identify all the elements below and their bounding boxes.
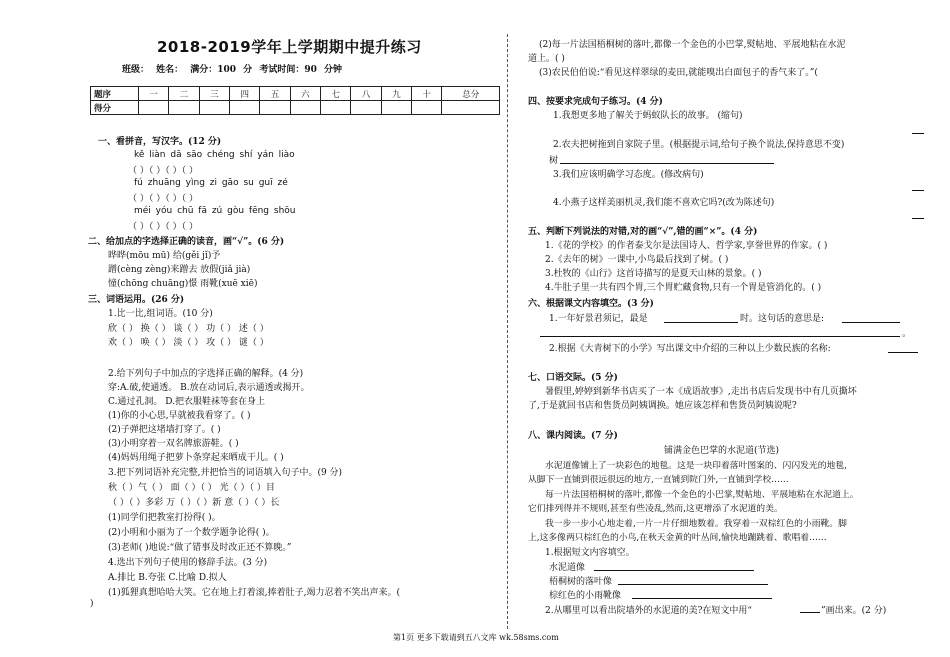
word-compare-row[interactable]: 欢（ ） 唤（ ） 淡（ ） 攻（ ） 谜（ ） xyxy=(108,338,269,348)
score-cell: 十 xyxy=(412,87,442,101)
page-footer: 第1页 更多下载请到五八文库 wk.58sms.com xyxy=(393,633,559,642)
score-cell: 三 xyxy=(199,87,229,101)
true-false-item[interactable]: 1.《花的学校》的作者泰戈尔是法国诗人、哲学家,享誉世界的作家。( ) xyxy=(545,241,828,251)
fill-blank-text: 1.一年好景君须记，最是 xyxy=(549,314,648,324)
pinyin-row: fú zhuāng yìng zi gāo su guī zé xyxy=(134,178,288,188)
question-text: ”画出来。(2 分) xyxy=(821,606,887,616)
sentence-question[interactable]: (2)子弹把这堵墙打穿了。( ) xyxy=(108,425,221,435)
fill-blank-text: 棕红色的小雨靴像 xyxy=(549,591,622,601)
section-7-heading: 七、口语交际。(5 分) xyxy=(528,373,618,383)
answer-line[interactable] xyxy=(594,570,754,571)
page-title: 2018-2019学年上学期期中提升练习 xyxy=(157,38,422,56)
score-cell-label: 题序 xyxy=(91,87,139,101)
reading-choice[interactable]: 晔晔(mōu mū) 给(gěi jǐ)予 xyxy=(108,251,221,261)
section-1-heading: 一、看拼音，写汉字。(12 分) xyxy=(98,137,222,147)
definition-text: 穿:A.破,使通透。 B.放在动词后,表示通透或揭开。 xyxy=(108,383,310,393)
true-false-item[interactable]: 3.杜牧的《山行》这首诗描写的是夏天山林的景象。( ) xyxy=(545,269,762,279)
question-text: 2.给下列句子中加点的字选择正确的解释。(4 分) xyxy=(108,369,304,379)
score-cell: 七 xyxy=(321,87,351,101)
answer-line[interactable] xyxy=(560,163,774,164)
answer-brackets[interactable]: （ ）（ ）（ ）（ ） xyxy=(128,166,198,176)
answer-line[interactable] xyxy=(842,322,900,323)
fill-blank-text: 梧桐树的落叶像 xyxy=(549,577,613,587)
option-list: A.排比 B.夸张 C.比喻 D.拟人 xyxy=(108,573,227,583)
idiom-row[interactable]: 秋（ ）气（ ） 面（ ）（ ） 光（ ）（ ）目 xyxy=(108,483,275,493)
prompt-text: 了,于是就回书店和售货员阿姨调换。她应该怎样和售货员阿姨说呢? xyxy=(528,401,797,411)
definition-text: C.通过孔洞。 D.把衣服鞋袜等套在身上 xyxy=(108,397,266,407)
answer-line[interactable] xyxy=(912,133,924,134)
score-input-cell[interactable] xyxy=(169,101,199,115)
exam-meta: 班级： 姓名： 满分：100 分 考试时间：90 分钟 xyxy=(122,65,342,75)
section-2-heading: 二、给加点的字选择正确的读音，画“√”。(6 分) xyxy=(88,237,285,247)
score-table-header-row xyxy=(91,87,500,101)
score-cell-label: 得分 xyxy=(91,101,139,115)
score-table xyxy=(90,86,500,115)
fill-blank-text: 2.根据《大青树下的小学》写出课文中介绍的三种以上少数民族的名称: xyxy=(549,344,831,354)
pinyin-row: méi yóu chū fā zú gòu fēng shōu xyxy=(134,206,296,216)
sentence-question[interactable]: (3)小明穿着一双名牌旅游鞋。( ) xyxy=(108,439,239,449)
passage-line: 水泥道像铺上了一块彩色的地毯。这是一块印着落叶图案的、闪闪发光的地毯, xyxy=(545,461,847,471)
score-cell: 六 xyxy=(290,87,320,101)
answer-line[interactable] xyxy=(664,322,738,323)
sentence-question[interactable]: (1)同学们把教室打扮得( )。 xyxy=(108,513,221,523)
answer-line[interactable] xyxy=(912,190,924,191)
answer-line[interactable] xyxy=(632,598,772,599)
true-false-item[interactable]: 4.牛肚子里一共有四个胃,三个胃贮藏食物,只有一个胃是管消化的。( ) xyxy=(545,283,822,293)
answer-brackets[interactable]: （ ）（ ）（ ）（ ） xyxy=(128,222,198,232)
prompt-text: 暑假里,婷婷到新华书店买了一本《成语故事》,走出书店后发现书中有几页撕坏 xyxy=(545,387,857,397)
score-input-cell[interactable] xyxy=(290,101,320,115)
question-text: 2.从哪里可以看出院墙外的水泥道的美?在短文中用“ xyxy=(545,606,753,616)
reading-choice[interactable]: 蹭(cèng zèng)来蹭去 放假(jiǎ jià) xyxy=(108,265,251,275)
fill-blank-text: 水泥道像 xyxy=(549,563,586,573)
score-cell: 总分 xyxy=(442,87,500,101)
score-cell: 二 xyxy=(169,87,199,101)
score-cell: 四 xyxy=(230,87,260,101)
score-input-cell[interactable] xyxy=(381,101,411,115)
section-6-heading: 六、根据课文内容填空。(3 分) xyxy=(528,299,654,309)
answer-line[interactable] xyxy=(618,584,768,585)
score-input-cell[interactable] xyxy=(351,101,381,115)
sentence-question[interactable]: (2)小明和小丽为了一个数学题争论得( )。 xyxy=(108,528,275,538)
answer-line[interactable] xyxy=(800,612,820,613)
section-4-heading: 四、按要求完成句子练习。(4 分) xyxy=(528,97,663,107)
sentence-question[interactable]: (4)妈妈用绳子把萝卜条穿起来晒成干儿。( ) xyxy=(108,453,284,463)
sentence-question[interactable]: (3)老师( )地说:“做了错事及时改正还不算晚。” xyxy=(108,543,292,553)
question-text: 1.根据短文内容填空。 xyxy=(545,548,635,558)
pinyin-row: kě liàn dā sāo chéng shí yán liào xyxy=(134,150,295,160)
passage-line: 从脚下一直铺到很远很远的地方,一直铺到院门外,一直铺到学校…… xyxy=(528,475,789,485)
score-cell: 八 xyxy=(351,87,381,101)
answer-line[interactable] xyxy=(888,352,918,353)
sentence-question[interactable]: 道上。( ) xyxy=(528,54,565,64)
section-3-heading: 三、词语运用。(26 分) xyxy=(88,295,185,305)
rewrite-question: 2.农夫把树拖到自家院子里。(根据提示词,给句子换个说法,保持意思不变) xyxy=(553,140,845,150)
answer-line[interactable] xyxy=(540,336,900,337)
score-input-cell[interactable] xyxy=(442,101,500,115)
passage-line: 上,这多像两只棕红色的小鸟,在秋天金黄的叶丛间,愉快地蹦跳着、歌唱着…… xyxy=(528,533,827,543)
bracket-close: ) xyxy=(90,599,94,609)
rewrite-question: 1.我想更多地了解关于蚂蚁队长的故事。 (缩句) xyxy=(553,111,743,121)
passage-title: 铺满金色巴掌的水泥道(节选) xyxy=(664,446,780,456)
score-cell: 一 xyxy=(139,87,169,101)
question-text: 3.把下列词语补充完整,并把恰当的词语填入句子中。(9 分) xyxy=(108,468,343,478)
passage-line: 每一片法国梧桐树的落叶,都像一个金色的小巴掌,熨帖地、平展地粘在水泥道上。 xyxy=(545,490,859,500)
score-cell: 五 xyxy=(260,87,290,101)
sentence-question[interactable]: (1)你的小心思,早就被我看穿了。( ) xyxy=(108,411,251,421)
answer-line[interactable] xyxy=(912,218,924,219)
question-text: 1.比一比,组词语。(10 分) xyxy=(108,309,213,319)
reading-choice[interactable]: 憧(chōng chuāng)憬 雨靴(xuē xiē) xyxy=(108,279,258,289)
answer-brackets[interactable]: （ ）（ ）（ ）（ ） xyxy=(128,194,198,204)
score-input-cell[interactable] xyxy=(321,101,351,115)
answer-prefix: 树 xyxy=(549,156,559,166)
rewrite-question: 3.我们应该明确学习态度。(修改病句) xyxy=(553,170,704,180)
sentence-question[interactable]: (2)每一片法国梧桐树的落叶,都像一个金色的小巴掌,熨帖地、平展地粘在水泥 xyxy=(539,40,846,50)
score-cell: 九 xyxy=(381,87,411,101)
fill-blank-text: 。 xyxy=(902,329,912,339)
rewrite-question: 4.小燕子这样美丽机灵,我们能不喜欢它吗?(改为陈述句) xyxy=(553,198,775,208)
score-input-cell[interactable] xyxy=(199,101,229,115)
score-input-cell[interactable] xyxy=(230,101,260,115)
fill-blank-text: 时。这句话的意思是: xyxy=(740,314,825,324)
passage-line: 它们排列得并不规则,甚至有些凌乱,然而,这更增添了水泥道的美。 xyxy=(528,504,783,514)
score-input-cell[interactable] xyxy=(412,101,442,115)
idiom-row[interactable]: （ ）（ ）多彩 万（ ）（ ）新 意（ ）（ ）长 xyxy=(108,498,280,508)
sentence-question[interactable]: (1)狐狸真想哈哈大笑。它在地上打着滚,捧着肚子,竭力忍着不笑出声来。( xyxy=(108,588,400,598)
word-compare-row[interactable]: 欣（ ） 换（ ） 谈（ ） 功（ ） 述（ ） xyxy=(108,324,269,334)
score-input-cell[interactable] xyxy=(260,101,290,115)
section-5-heading: 五、判断下列说法的对错,对的画“√”,错的画“×”。(4 分) xyxy=(528,227,758,237)
section-8-heading: 八、课内阅读。(7 分) xyxy=(528,431,618,441)
true-false-item[interactable]: 2.《去年的树》一课中,小鸟最后找到了树。( ) xyxy=(545,255,729,265)
column-divider xyxy=(507,34,508,629)
score-table-score-row xyxy=(91,101,500,115)
score-input-cell[interactable] xyxy=(139,101,169,115)
passage-line: 我一步一步小心地走着,一片一片仔细地数着。我穿着一双棕红色的小雨靴。脚 xyxy=(545,519,847,529)
question-text: 4.选出下列句子使用的修辞手法。(3 分) xyxy=(108,558,268,568)
sentence-question[interactable]: (3)农民伯伯说:“看见这样翠绿的麦田,就能嗅出白面包子的香气来了。”( xyxy=(539,68,818,78)
